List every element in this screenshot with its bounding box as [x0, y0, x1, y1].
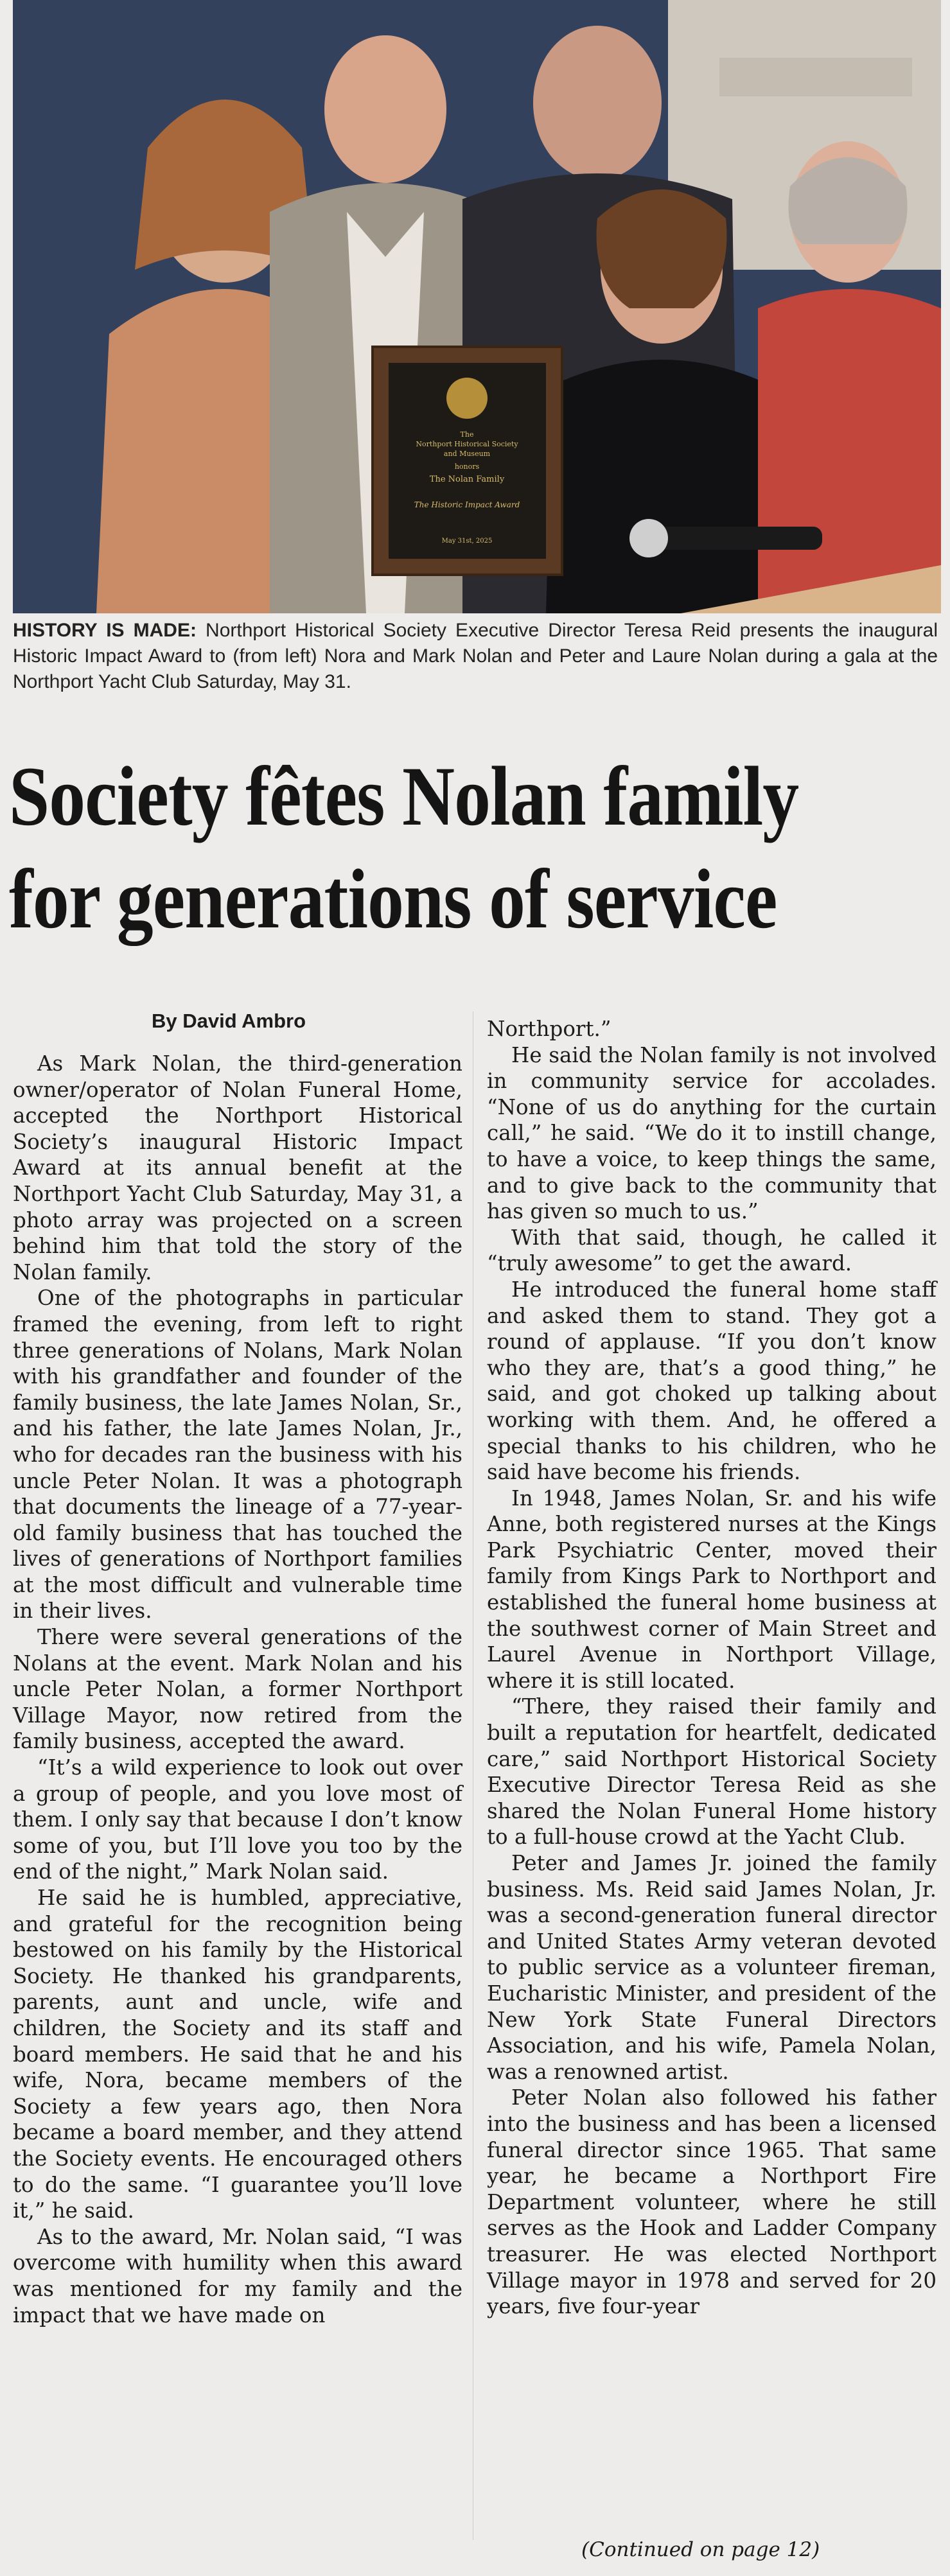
plaque-text-7: May 31st, 2025 [441, 538, 493, 545]
paragraph: “It’s a wild experience to look out over a group of people, and you love most of them. I only say that because I don’t know some of you, but I’ll love you too by the end of the night,” Mark Nolan said. [13, 1755, 462, 1884]
photo-caption [13, 618, 938, 695]
paragraph: “There, they raised their family and built a reputation for heartfelt, dedicated care,” said Northport Historical Society Executive Director Teresa Reid as she shared the Nolan Funeral Home history to a full-house crowd at the Yacht Club. [487, 1694, 937, 1850]
paragraph: As Mark Nolan, the third-generation owner/operator of Nolan Funeral Home, accepted the Northport Historical Society’s inaugural Historic Impact Award at its annual benefit at the Northport Yacht Club Saturday, May 31, a photo array was projected on a screen behind him that told the story of the Nolan family. [13, 1051, 462, 1284]
paragraph: In 1948, James Nolan, Sr. and his wife Anne, both registered nurses at the Kings Park Psychiatric Center, moved their family from Kings Park to Northport and established the funeral home business at the southwest corner of Main Street and Laurel Avenue in Northport Village, where it is still located. [487, 1485, 937, 1693]
plaque-text-2: Northport Historical Society [416, 440, 518, 448]
paragraph: With that said, though, he called it “truly awesome” to get the award. [487, 1225, 937, 1276]
article-photo [13, 0, 941, 613]
headline [9, 745, 810, 951]
caption-text: Northport Historical Society Executive Director Teresa Reid presents the inaugural Historic Impact Award to (from left) Nora and Mark Nolan and Peter and Laure Nolan during a gala at the Northport Yacht Club Saturday, May 31. [13, 620, 938, 692]
byline: By David Ambro [152, 1010, 306, 1032]
paragraph: There were several generations of the Nolans at the event. Mark Nolan and his uncle Peter Nolan, a former Northport Village Mayor, now retired from the family business, accepted the award. [13, 1625, 462, 1754]
caption-lead: HISTORY IS MADE: [13, 620, 197, 641]
paragraph: He introduced the funeral home staff and asked them to stand. They got a round of applause. “If you don’t know who they are, that’s a good thing,” he said, and got choked up talking about working with them. And, he offered a special thanks to his children, who he said have become his friends. [487, 1277, 937, 1485]
plaque-text-5: The Nolan Family [429, 475, 505, 484]
plaque-text-3: and Museum [443, 450, 491, 458]
continued-note: (Continued on page 12) [581, 2538, 820, 2561]
article-column-left [13, 1008, 462, 2328]
paragraph: He said he is humbled, appreciative, and grateful for the recognition being bestowed on his family by the Historical Society. He thanked his grandparents, parents, aunt and uncle, wife and children, the Society and its staff and board members. He said that he and his wife, Nora, became members of the Society a few years ago, then Nora became a board member, and they attend the Society events. He encouraged others to do the same. “I guarantee you’ll love it,” he said. [13, 1886, 462, 2223]
photo-illustration [13, 0, 941, 613]
paragraph-continuation: Northport.” [487, 1017, 611, 1041]
plaque-text-1: The [460, 430, 474, 439]
headline-line-2: for generations of service [9, 852, 777, 946]
paragraph: Peter Nolan also followed his father into the business and has been a licensed funeral director since 1965. That same year, he became a Northport Fire Department volunteer, where he still serves as the Hook and Ladder Company treasurer. He was elected Northport Village mayor in 1978 and served for 20 years, five four-year [487, 2085, 937, 2319]
headline-line-1: Society fêtes Nolan family [9, 749, 799, 843]
article-column-right [487, 1016, 937, 2320]
paragraph: Peter and James Jr. joined the family business. Ms. Reid said James Nolan, Jr. was a second-generation funeral director and United States Army veteran devoted to public service as a volunteer fireman, Eucharistic Minister, and president of the New York State Funeral Directors Association, and his wife, Pamela Nolan, was a renowned artist. [487, 1851, 937, 2084]
plaque-text-4: honors [454, 462, 480, 471]
paragraph: One of the photographs in particular framed the evening, from left to right three generations of Nolans, Mark Nolan with his grandfather and founder of the family business, the late James Nolan, Sr., and his father, the late James Nolan, Jr., who for decades ran the business with his uncle Peter Nolan. It was a photograph that documents the lineage of a 77-year-old family business that has touched the lives of generations of Northport families at the most difficult and vulnerable time in their lives. [13, 1286, 462, 1624]
paragraph: He said the Nolan family is not involved in community service for accolades. “None of us do anything for the curtain call,” he said. “We do it to instill change, to have a voice, to keep things the same, and to give back to the community that has given so much to us.” [487, 1042, 937, 1224]
paragraph: As to the award, Mr. Nolan said, “I was overcome with humility when this award was mentioned for my family and the impact that we have made on [13, 2224, 462, 2327]
plaque-text-6: The Historic Impact Award [414, 500, 520, 509]
